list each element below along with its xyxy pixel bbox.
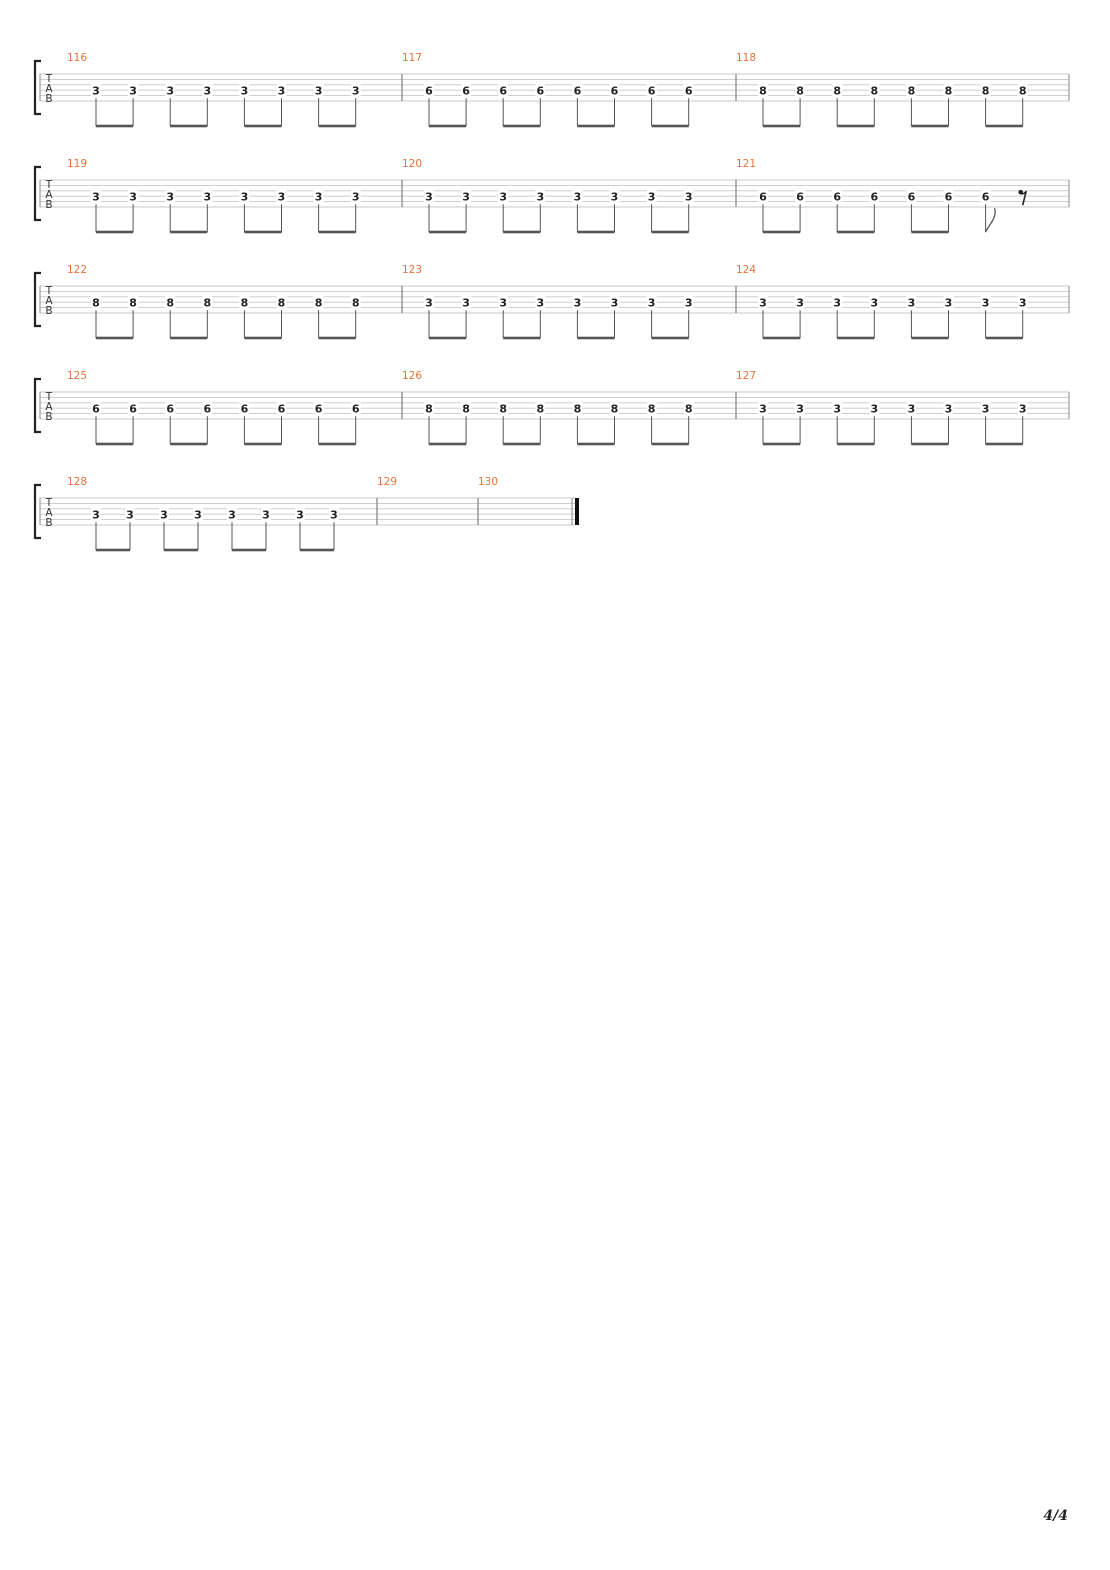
fret-number: 8 <box>92 296 100 310</box>
note-beam <box>244 231 281 234</box>
fret-number: 3 <box>536 296 545 310</box>
fret-number: 3 <box>194 508 202 522</box>
fret-number: 6 <box>981 190 990 204</box>
fret-number: 8 <box>536 402 545 416</box>
fret-number: 6 <box>499 84 508 98</box>
note-beam <box>652 337 689 340</box>
note-beam <box>429 231 466 234</box>
note-beam <box>911 443 948 446</box>
tab-system <box>35 476 579 551</box>
fret-number: 6 <box>129 402 137 416</box>
note-beam <box>763 231 800 234</box>
fret-number: 3 <box>981 296 990 310</box>
measure-number: 116 <box>67 52 88 64</box>
fret-number: 3 <box>647 296 656 310</box>
fret-number: 6 <box>240 402 249 416</box>
note-beam <box>429 337 466 340</box>
note-beam <box>96 125 133 128</box>
fret-number: 8 <box>684 402 693 416</box>
fret-number: 8 <box>277 296 286 310</box>
fret-number: 6 <box>833 190 842 204</box>
note-beam <box>232 549 266 552</box>
fret-number: 8 <box>351 296 360 310</box>
fret-number: 3 <box>573 190 582 204</box>
fret-number: 6 <box>425 84 433 98</box>
note-beam <box>503 125 540 128</box>
note-beam <box>503 231 540 234</box>
tab-clef-letter: A <box>45 189 53 201</box>
measure-number: 120 <box>402 158 423 170</box>
fret-number: 6 <box>536 84 545 98</box>
fret-number: 3 <box>610 190 619 204</box>
fret-number: 8 <box>647 402 656 416</box>
fret-number: 3 <box>92 84 100 98</box>
note-beam <box>244 337 281 340</box>
tab-clef-letter: T <box>45 497 53 509</box>
tab-clef-letter: B <box>45 199 53 211</box>
note-beam <box>429 125 466 128</box>
tab-clef-letter: B <box>45 93 53 105</box>
fret-number: 3 <box>240 84 249 98</box>
note-beam <box>503 443 540 446</box>
note-beam <box>986 443 1023 446</box>
rest-stroke <box>1021 191 1026 205</box>
fret-number: 3 <box>907 296 916 310</box>
note-beam <box>763 443 800 446</box>
note-beam <box>164 549 198 552</box>
measure-number: 121 <box>736 158 757 170</box>
note-beam <box>837 337 874 340</box>
fret-number: 6 <box>796 190 804 204</box>
fret-number: 3 <box>833 296 842 310</box>
note-beam <box>652 125 689 128</box>
note-beam <box>763 337 800 340</box>
measure-number: 129 <box>377 476 398 488</box>
fret-number: 8 <box>425 402 433 416</box>
note-beam <box>319 337 356 340</box>
tab-clef-letter: B <box>45 517 53 529</box>
fret-number: 8 <box>1018 84 1027 98</box>
fret-number: 3 <box>499 296 508 310</box>
fret-number: 6 <box>351 402 360 416</box>
fret-number: 3 <box>314 84 323 98</box>
fret-number: 8 <box>462 402 470 416</box>
tab-clef-letter: A <box>45 295 53 307</box>
fret-number: 3 <box>129 84 137 98</box>
fret-number: 3 <box>1018 402 1027 416</box>
note-beam <box>652 231 689 234</box>
measure-number: 125 <box>67 370 88 382</box>
fret-number: 3 <box>759 296 767 310</box>
note-beam <box>96 231 133 234</box>
note-beam <box>577 337 614 340</box>
fret-number: 3 <box>870 296 879 310</box>
note-beam <box>837 125 874 128</box>
fret-number: 8 <box>573 402 582 416</box>
fret-number: 3 <box>425 296 433 310</box>
note-beam <box>170 125 207 128</box>
fret-number: 3 <box>610 296 619 310</box>
measure-number: 126 <box>402 370 423 382</box>
fret-number: 8 <box>499 402 508 416</box>
note-beam <box>96 443 133 446</box>
measure-number: 117 <box>402 52 423 64</box>
fret-number: 6 <box>684 84 693 98</box>
note-beam <box>911 125 948 128</box>
page-number: 4/4 <box>1043 1508 1068 1524</box>
fret-number: 3 <box>262 508 270 522</box>
fret-number: 3 <box>462 190 470 204</box>
note-beam <box>837 231 874 234</box>
note-beam <box>577 231 614 234</box>
tab-clef-letter: B <box>45 411 53 423</box>
fret-number: 6 <box>647 84 656 98</box>
fret-number: 6 <box>462 84 470 98</box>
fret-number: 3 <box>684 296 693 310</box>
fret-number: 3 <box>759 402 767 416</box>
fret-number: 3 <box>240 190 249 204</box>
fret-number: 3 <box>203 190 212 204</box>
fret-number: 6 <box>610 84 619 98</box>
measure-number: 127 <box>736 370 757 382</box>
note-beam <box>652 443 689 446</box>
fret-number: 3 <box>796 402 804 416</box>
note-beam <box>244 125 281 128</box>
tab-clef-letter: B <box>45 305 53 317</box>
note-beam <box>577 443 614 446</box>
fret-number: 6 <box>759 190 767 204</box>
fret-number: 3 <box>351 190 360 204</box>
fret-number: 3 <box>351 84 360 98</box>
fret-number: 3 <box>499 190 508 204</box>
note-beam <box>986 125 1023 128</box>
note-beam <box>96 549 130 552</box>
note-beam <box>503 337 540 340</box>
tab-clef-letter: A <box>45 507 53 519</box>
measure-number: 122 <box>67 264 88 276</box>
note-beam <box>170 231 207 234</box>
fret-number: 3 <box>129 190 137 204</box>
measure-number: 119 <box>67 158 88 170</box>
fret-number: 8 <box>240 296 249 310</box>
fret-number: 3 <box>981 402 990 416</box>
fret-number: 3 <box>296 508 304 522</box>
note-beam <box>986 337 1023 340</box>
tab-system <box>35 264 1069 339</box>
fret-number: 3 <box>796 296 804 310</box>
fret-number: 3 <box>944 402 953 416</box>
fret-number: 8 <box>796 84 804 98</box>
fret-number: 8 <box>870 84 879 98</box>
fret-number: 3 <box>462 296 470 310</box>
fret-number: 3 <box>425 190 433 204</box>
fret-number: 3 <box>277 84 286 98</box>
fret-number: 8 <box>129 296 137 310</box>
measure-number: 118 <box>736 52 757 64</box>
fret-number: 6 <box>907 190 916 204</box>
fret-number: 8 <box>944 84 953 98</box>
fret-number: 6 <box>314 402 323 416</box>
note-beam <box>96 337 133 340</box>
fret-number: 3 <box>536 190 545 204</box>
note-beam <box>319 231 356 234</box>
note-beam <box>429 443 466 446</box>
note-beam <box>837 443 874 446</box>
fret-number: 6 <box>203 402 212 416</box>
fret-number: 3 <box>944 296 953 310</box>
measure-number: 123 <box>402 264 423 276</box>
fret-number: 8 <box>907 84 916 98</box>
fret-number: 3 <box>907 402 916 416</box>
measure-number: 128 <box>67 476 88 488</box>
fret-number: 3 <box>833 402 842 416</box>
eighth-rest-icon <box>1018 190 1026 205</box>
fret-number: 6 <box>944 190 953 204</box>
note-beam <box>319 443 356 446</box>
final-barline-thick <box>575 498 579 525</box>
fret-number: 8 <box>833 84 842 98</box>
fret-number: 3 <box>228 508 236 522</box>
fret-number: 6 <box>166 402 175 416</box>
fret-number: 6 <box>870 190 879 204</box>
tab-system <box>35 158 1069 233</box>
fret-number: 3 <box>684 190 693 204</box>
measure-number: 124 <box>736 264 757 276</box>
note-beam <box>319 125 356 128</box>
fret-number: 3 <box>203 84 212 98</box>
fret-number: 6 <box>92 402 100 416</box>
fret-number: 8 <box>203 296 212 310</box>
fret-number: 8 <box>981 84 990 98</box>
fret-number: 3 <box>160 508 168 522</box>
note-beam <box>244 443 281 446</box>
fret-number: 3 <box>330 508 338 522</box>
fret-number: 3 <box>277 190 286 204</box>
fret-number: 3 <box>166 190 175 204</box>
note-beam <box>577 125 614 128</box>
tab-system <box>35 52 1069 127</box>
fret-number: 6 <box>573 84 582 98</box>
note-beam <box>170 443 207 446</box>
tab-system <box>35 370 1069 445</box>
note-beam <box>763 125 800 128</box>
fret-number: 3 <box>314 190 323 204</box>
fret-number: 3 <box>92 508 100 522</box>
fret-number: 3 <box>870 402 879 416</box>
tab-clef-letter: T <box>45 179 53 191</box>
note-beam <box>170 337 207 340</box>
note-beam <box>911 337 948 340</box>
fret-number: 6 <box>277 402 286 416</box>
fret-number: 8 <box>759 84 767 98</box>
note-flag <box>986 208 996 232</box>
tab-clef-letter: T <box>45 285 53 297</box>
tab-clef-letter: A <box>45 401 53 413</box>
fret-number: 3 <box>573 296 582 310</box>
note-beam <box>300 549 334 552</box>
fret-number: 8 <box>166 296 175 310</box>
tab-clef-letter: T <box>45 391 53 403</box>
fret-number: 3 <box>126 508 134 522</box>
tab-clef-letter: A <box>45 83 53 95</box>
note-beam <box>911 231 948 234</box>
tab-clef-letter: T <box>45 73 53 85</box>
fret-number: 3 <box>92 190 100 204</box>
fret-number: 8 <box>314 296 323 310</box>
fret-number: 3 <box>1018 296 1027 310</box>
measure-number: 130 <box>478 476 499 488</box>
fret-number: 3 <box>166 84 175 98</box>
fret-number: 3 <box>647 190 656 204</box>
fret-number: 8 <box>610 402 619 416</box>
